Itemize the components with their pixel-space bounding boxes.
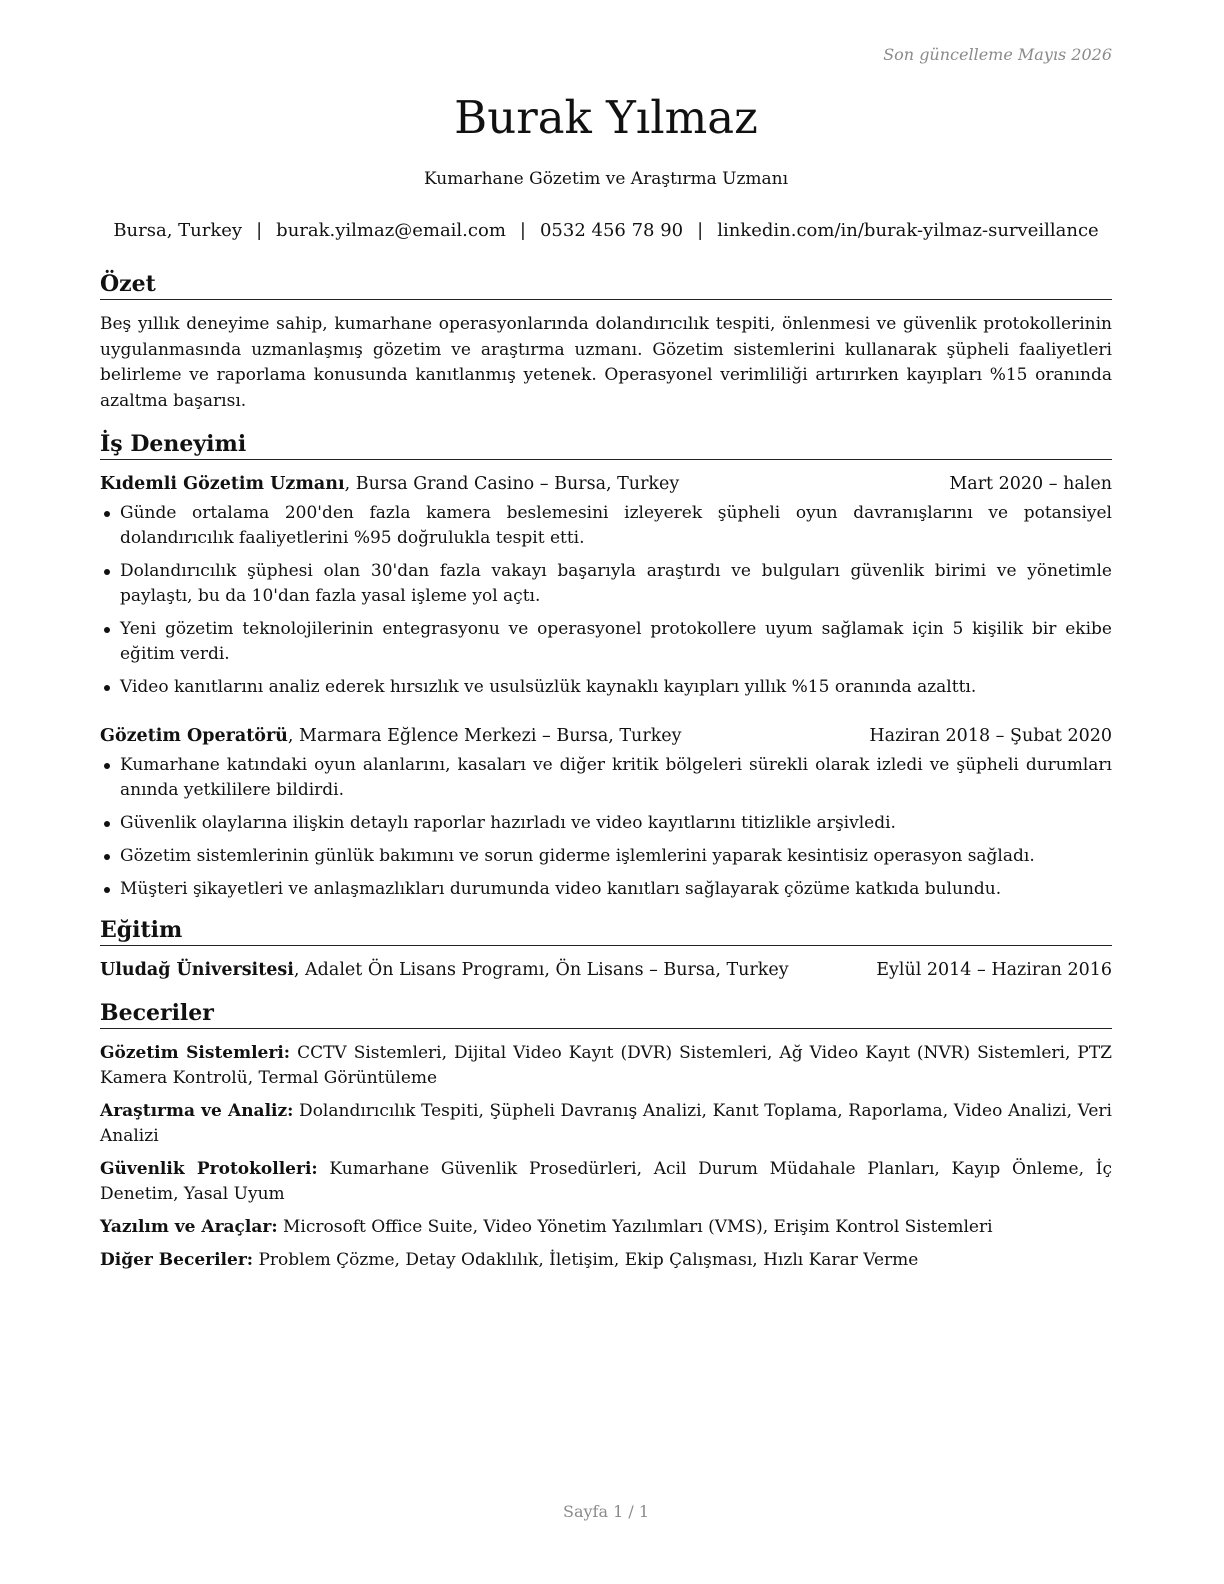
job-entry — [100, 724, 1112, 902]
skill-group — [100, 1099, 1112, 1149]
skill-group — [100, 1248, 1112, 1273]
candidate-name: Burak Yılmaz — [454, 91, 758, 144]
last-updated: Son güncelleme Mayıs 2026 — [883, 45, 1112, 64]
job-role: Gözetim Operatörü — [100, 726, 288, 746]
page-number: Sayfa 1 / 1 — [562, 1502, 649, 1521]
education-dates: Eylül 2014 – Haziran 2016 — [876, 960, 1112, 980]
resume-page — [100, 0, 1112, 1584]
job-header — [100, 724, 1112, 749]
job-bullet: Kumarhane katındaki oyun alanlarını, kasaları ve diğer kritik bölgeleri sürekli olarak izledi ve şüpheli durumları anında yetkililere bildirdi. — [100, 753, 1112, 803]
job-bullets — [100, 501, 1112, 700]
contact-phone[interactable]: 0532 456 78 90 — [539, 220, 684, 241]
skills-section — [100, 999, 1112, 1273]
job-dates: Haziran 2018 – Şubat 2020 — [869, 726, 1112, 746]
summary-heading: Özet — [100, 270, 1112, 300]
education-detail: , Adalet Ön Lisans Programı, Ön Lisans – Bursa, Turkey — [293, 960, 789, 980]
skills-list — [100, 1041, 1112, 1273]
summary-section — [100, 270, 1112, 414]
education-school: Uludağ Üniversitesi — [100, 960, 294, 980]
skill-group — [100, 1215, 1112, 1240]
skill-label: Araştırma ve Analiz: — [100, 1101, 294, 1121]
resume-content — [100, 270, 1112, 1273]
skill-label: Gözetim Sistemleri: — [100, 1043, 291, 1063]
skill-label: Yazılım ve Araçlar: — [100, 1217, 278, 1237]
job-org: , Bursa Grand Casino – Bursa, Turkey — [344, 474, 680, 494]
job-header — [100, 472, 1112, 497]
experience-heading: İş Deneyimi — [100, 430, 1112, 460]
job-bullet: Dolandırıcılık şüphesi olan 30'dan fazla vakayı başarıyla araştırdı ve bulguları güvenlik birimi ve yönetimle paylaştı, bu da 10'dan fazla yasal işleme yol açtı. — [100, 559, 1112, 609]
education-section — [100, 916, 1112, 983]
skill-items: Problem Çözme, Detay Odaklılık, İletişim, Ekip Çalışması, Hızlı Karar Verme — [253, 1250, 919, 1270]
experience-section — [100, 430, 1112, 902]
job-bullet: Video kanıtlarını analiz ederek hırsızlık ve usulsüzlük kaynaklı kayıpları yıllık %15 oranında azalttı. — [100, 675, 1112, 700]
education-entry — [100, 958, 1112, 983]
contact-location: Bursa, Turkey — [113, 220, 243, 241]
contact-linkedin[interactable]: linkedin.com/in/burak-yilmaz-surveillance — [717, 220, 1099, 241]
contact-email[interactable]: burak.yilmaz@email.com — [276, 220, 506, 241]
skill-items: Dolandırıcılık Tespiti, Şüpheli Davranış Analizi, Kanıt Toplama, Raporlama, Video Analizi, Veri Analizi — [100, 1101, 1112, 1146]
summary-text: Beş yıllık deneyime sahip, kumarhane operasyonlarında dolandırıcılık tespiti, önlenmesi ve güvenlik protokollerinin uygulanmasında uzmanlaşmış gözetim ve araştırma uzmanı. Gözetim sistemlerini kullanarak şüpheli faaliyetleri belirleme ve raporlama konusunda kanıtlanmış yetenek. Operasyonel verimliliği artırırken kayıpları %15 oranında azaltma başarısı. — [100, 314, 1112, 411]
job-org: , Marmara Eğlence Merkezi – Bursa, Turkey — [287, 726, 682, 746]
job-bullet: Günde ortalama 200'den fazla kamera beslemesini izleyerek şüpheli oyun davranışlarını ve potansiyel dolandırıcılık faaliyetlerini %95 doğrulukla tespit etti. — [100, 501, 1112, 551]
job-bullet: Gözetim sistemlerinin günlük bakımını ve sorun giderme işlemlerini yaparak kesintisiz operasyon sağladı. — [100, 844, 1112, 869]
job-dates: Mart 2020 – halen — [949, 474, 1112, 494]
skill-group — [100, 1157, 1112, 1207]
job-bullets — [100, 753, 1112, 902]
job-role: Kıdemli Gözetim Uzmanı — [100, 474, 345, 494]
skill-items: CCTV Sistemleri, Dijital Video Kayıt (DVR) Sistemleri, Ağ Video Kayıt (NVR) Sistemleri, PTZ Kamera Kontrolü, Termal Görüntüleme — [100, 1043, 1112, 1088]
job-bullet: Müşteri şikayetleri ve anlaşmazlıkları durumunda video kanıtları sağlayarak çözüme katkıda bulundu. — [100, 877, 1112, 902]
skill-group — [100, 1041, 1112, 1091]
contact-separator: | — [519, 220, 526, 241]
contact-line — [80, 219, 1132, 243]
job-bullet: Güvenlik olaylarına ilişkin detaylı raporlar hazırladı ve video kayıtlarını titizlikle arşivledi. — [100, 811, 1112, 836]
job-entry — [100, 472, 1112, 700]
skill-label: Diğer Beceriler: — [100, 1250, 254, 1270]
contact-separator: | — [256, 220, 263, 241]
skill-label: Güvenlik Protokolleri: — [100, 1159, 318, 1179]
skill-items: Microsoft Office Suite, Video Yönetim Yazılımları (VMS), Erişim Kontrol Sistemleri — [277, 1217, 993, 1237]
education-heading: Eğitim — [100, 916, 1112, 946]
skill-items: Kumarhane Güvenlik Prosedürleri, Acil Durum Müdahale Planları, Kayıp Önleme, İç Denetim, Yasal Uyum — [100, 1159, 1112, 1204]
skills-heading: Beceriler — [100, 999, 1112, 1029]
contact-separator: | — [697, 220, 704, 241]
candidate-title: Kumarhane Gözetim ve Araştırma Uzmanı — [423, 169, 789, 189]
job-bullet: Yeni gözetim teknolojilerinin entegrasyonu ve operasyonel protokollere uyum sağlamak için 5 kişilik bir ekibe eğitim verdi. — [100, 617, 1112, 667]
